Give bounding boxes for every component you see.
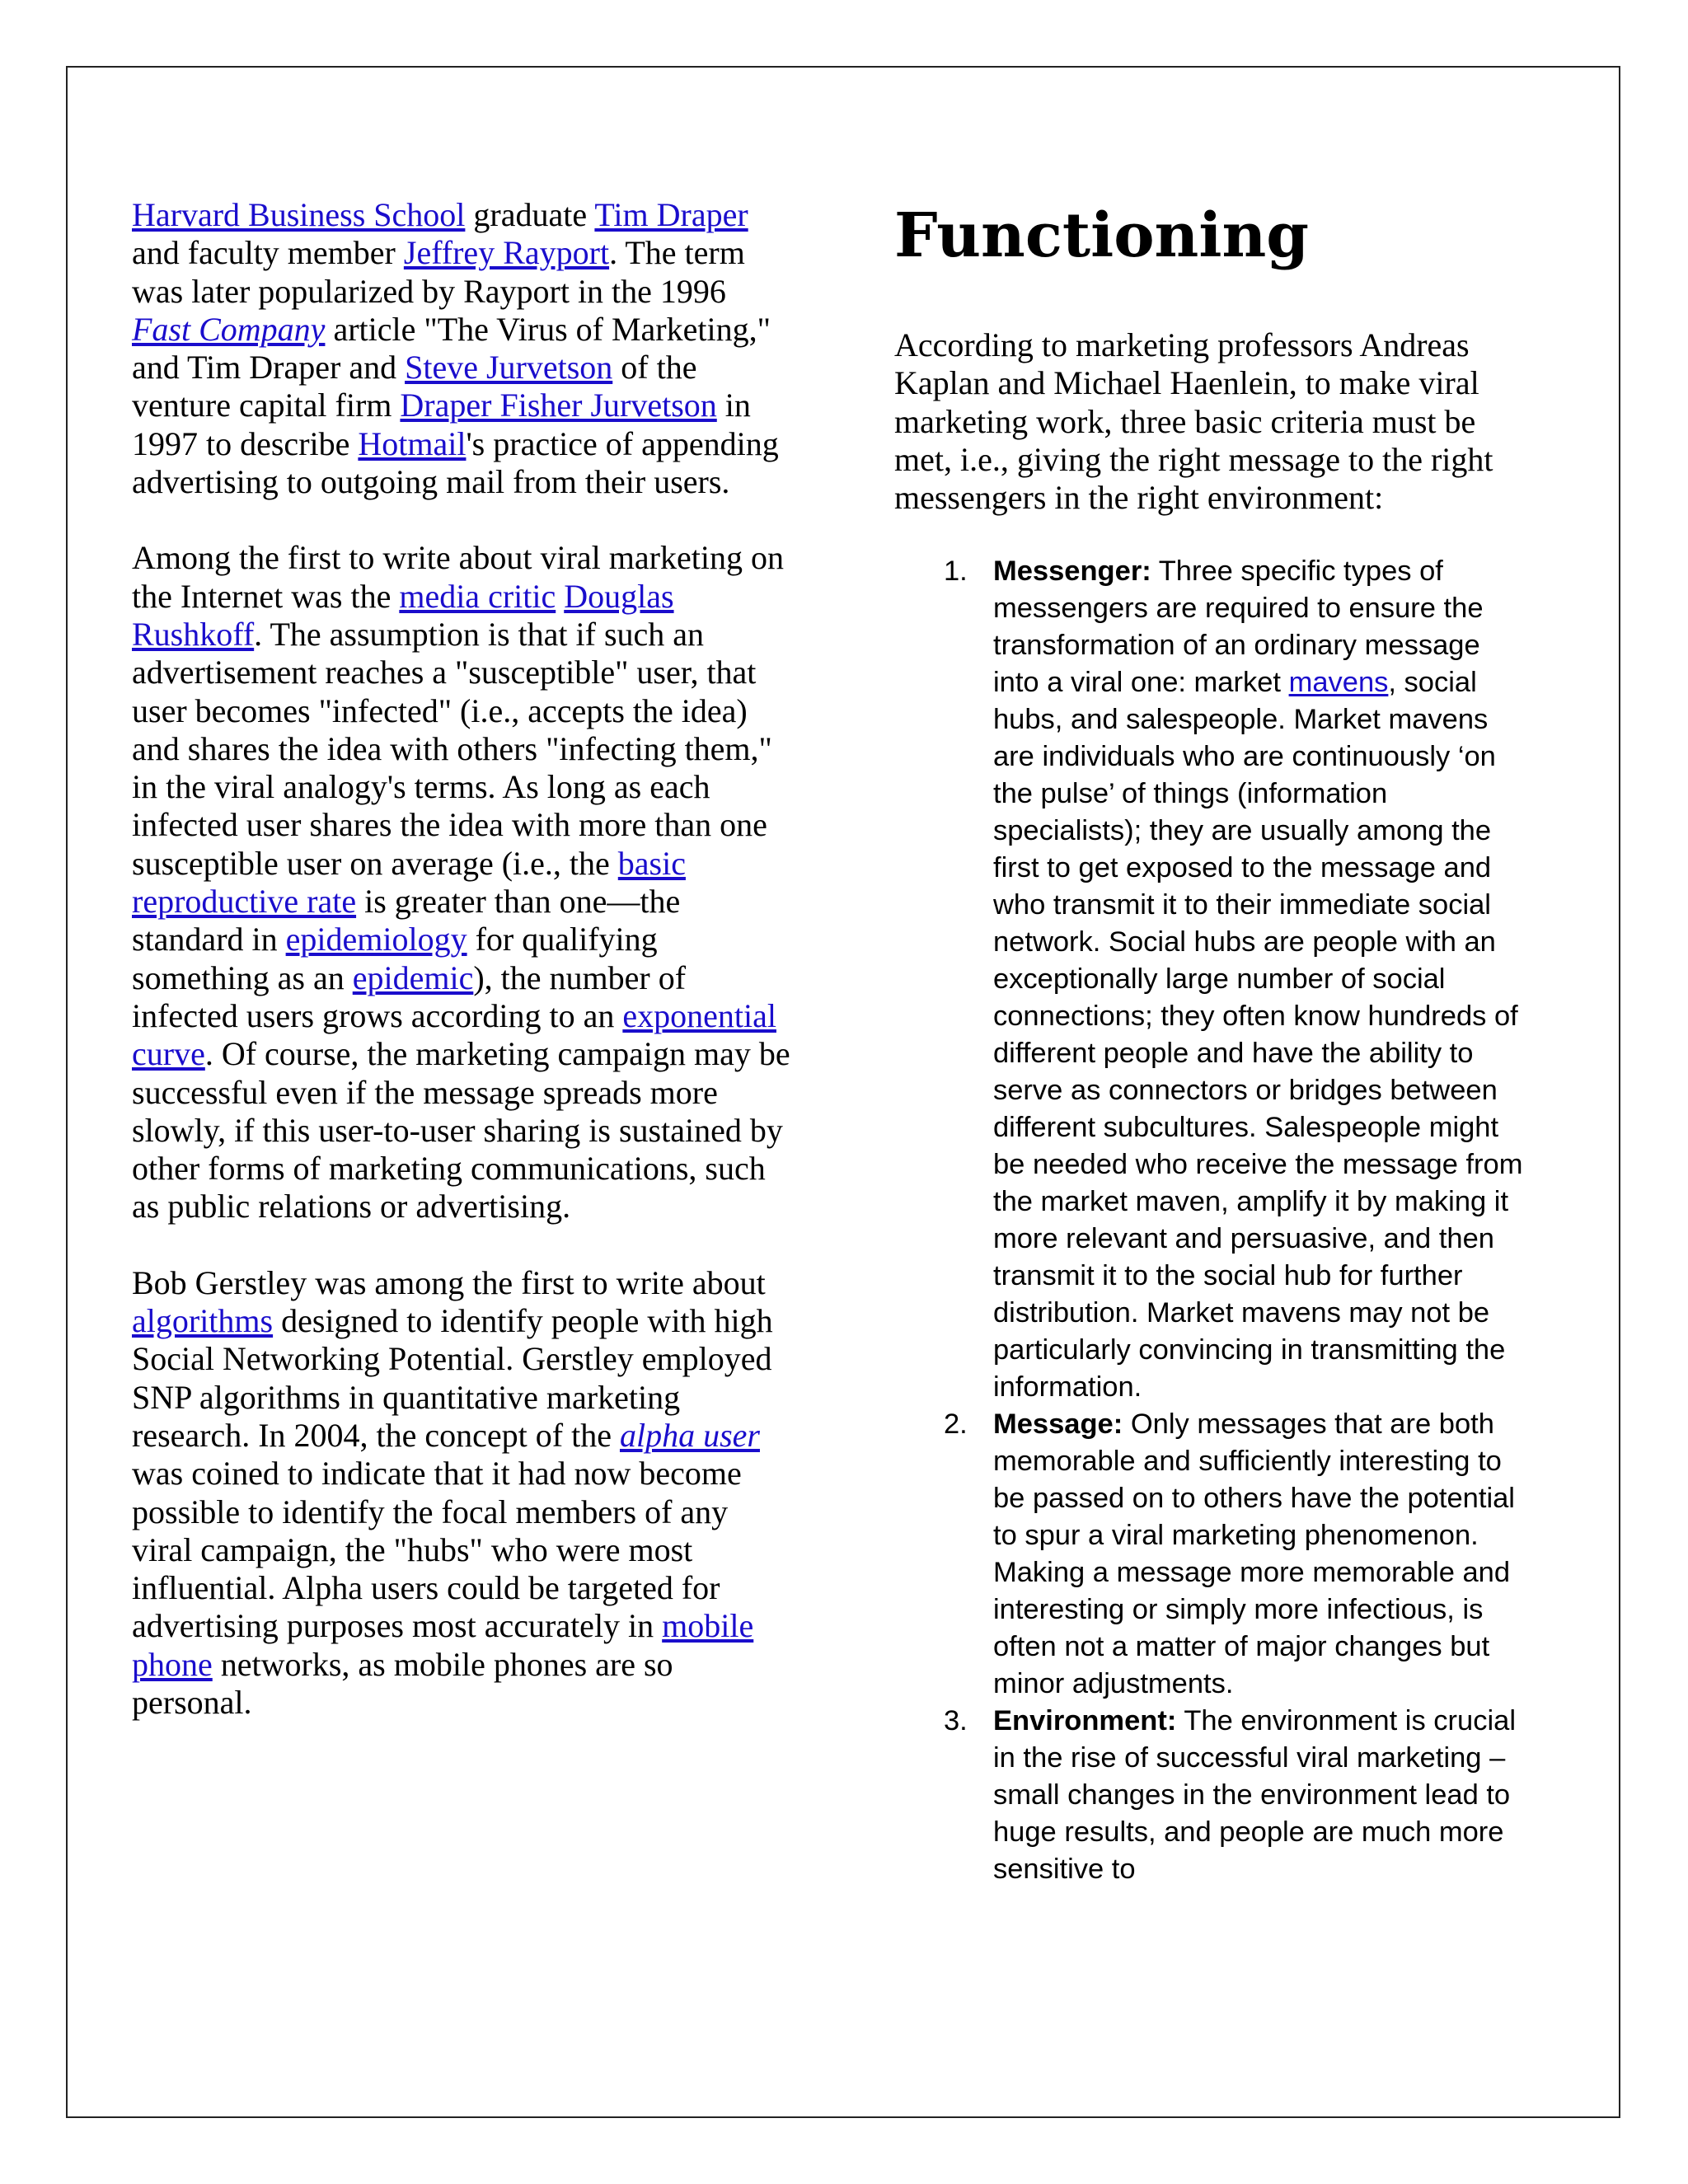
section-heading: Functioning: [894, 200, 1310, 271]
link-steve-jurvetson[interactable]: Steve Jurvetson: [405, 349, 613, 387]
link-douglas-rushkoff[interactable]: Douglas Rushkoff: [132, 577, 674, 653]
link-epidemiology[interactable]: epidemiology: [285, 921, 467, 958]
list-number: 1.: [944, 555, 968, 588]
link-epidemic[interactable]: epidemic: [352, 958, 474, 996]
left-column: [132, 196, 791, 1760]
link-alpha-user[interactable]: alpha user: [619, 1416, 760, 1454]
link-algorithms[interactable]: algorithms: [132, 1302, 274, 1340]
list-item-environment: 3. Environment: The environment is crucial in the rise of successful viral marketing – small changes in the environment lead to huge results, and people are much more sensitive to: [894, 1703, 1529, 1888]
list-term: Environment:: [993, 1705, 1177, 1737]
link-fast-company[interactable]: Fast Company: [132, 310, 326, 348]
list-item-message: 2. Message: Only messages that are both memorable and sufficiently interesting to be passed on to others have the potential to spur a viral marketing phenomenon. Making a message more memorable and interesting or simply more infectious, is often not a matter of major changes but minor adjustments.: [894, 1406, 1529, 1703]
criteria-list: [894, 553, 1529, 1888]
list-term: Message:: [993, 1408, 1123, 1441]
paragraph-gerstley: Bob Gerstley was among the first to write about algorithms designed to identify people with high Social Networking Potential. Gerstley employed SNP algorithms in quantitative marketing research. In 2004, the concept of the alpha user was coined to indicate that it had now become possible to identify the focal members of any viral campaign, the "hubs" who were most influential. Alpha users could be targeted for advertising purposes most accurately in mobile phone networks, as mobile phones are so personal.: [132, 1263, 773, 1721]
list-number: 2.: [944, 1408, 968, 1441]
right-column: [894, 196, 1529, 1888]
link-basic-reproductive-rate[interactable]: basic reproductive rate: [132, 844, 686, 921]
link-jeffrey-rayport[interactable]: Jeffrey Rayport: [403, 234, 610, 272]
list-term: Messenger:: [993, 555, 1151, 588]
link-mobile-phone[interactable]: mobile phone: [132, 1607, 754, 1683]
link-hotmail[interactable]: Hotmail: [358, 424, 467, 462]
link-exponential-curve[interactable]: exponential curve: [132, 996, 776, 1073]
intro-paragraph: According to marketing professors Andreas Kaplan and Michael Haenlein, to make viral marketing work, three basic criteria must be met, i.e., giving the right message to the right messengers in the right environment:: [894, 326, 1493, 517]
link-media-critic[interactable]: media critic: [399, 577, 556, 615]
link-harvard-business-school[interactable]: Harvard Business School: [132, 196, 466, 233]
link-draper-fisher-jurvetson[interactable]: Draper Fisher Jurvetson: [400, 387, 717, 424]
paragraph-rushkoff: Among the first to write about viral marketing on the Internet was the media critic Douglas Rushkoff. The assumption is that if such an advertisement reaches a "susceptible" user, that user becomes "infected" (i.e., accepts the idea) and shares the idea with others "infecting them," in the viral analogy's terms. As long as each infected user shares the idea with more than one susceptible user on average (i.e., the basic reproductive rate is greater than one—the standard in epidemiology for qualifying something as an epidemic), the number of infected users grows according to an exponential curve. Of course, the marketing campaign may be successful even if the message spreads more slowly, if this user-to-user sharing is sustained by other forms of marketing communications, such as public relations or advertising.: [132, 539, 790, 1226]
link-tim-draper[interactable]: Tim Draper: [594, 196, 748, 233]
paragraph-origin: Harvard Business School graduate Tim Draper and faculty member Jeffrey Rayport. The term was later popularized by Rayport in the 1996 Fast Company article "The Virus of Marketing," and Tim Draper and Steve Jurvetson of the venture capital firm Draper Fisher Jurvetson in 1997 to describe Hotmail's practice of appending advertising to outgoing mail from their users.: [132, 196, 779, 501]
link-mavens[interactable]: mavens: [1288, 667, 1389, 699]
list-item-messenger: 1. Messenger: Three specific types of messengers are required to ensure the transformation of an ordinary message into a viral one: market mavens, social hubs, and salespeople. Market mavens are individuals who are continuously ‘on the pulse’ of things (information specialists); they are usually among the first to get exposed to the message and who transmit it to their immediate social network. Social hubs are people with an exceptionally large number of social connections; they often know hundreds of different people and have the ability to serve as connectors or bridges between different subcultures. Salespeople might be needed who receive the message from the market maven, amplify it by making it more relevant and persuasive, and then transmit it to the social hub for further distribution. Market mavens may not be particularly convincing in transmitting the information.: [894, 553, 1529, 1406]
list-number: 3.: [944, 1705, 968, 1737]
